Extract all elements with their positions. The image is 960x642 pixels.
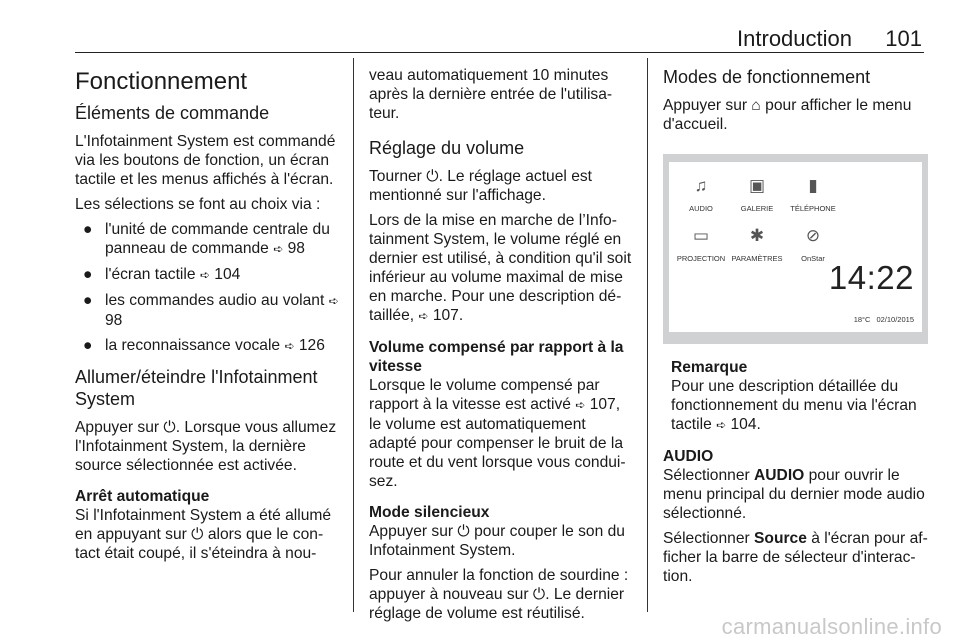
paragraph: Les sélections se font au choix via : [75, 196, 321, 213]
paragraph: veau automatiquement 10 minutes après la dernière entrée de l'utilisateur. [369, 67, 613, 122]
remark-box [671, 358, 928, 435]
paragraph: Appuyer sur ⏻. Lorsque vous allumez l'Infotainment System, la dernière source sélectionnée est activée. [75, 419, 337, 474]
page-ref[interactable]: 104. [730, 416, 761, 433]
page-ref[interactable]: 98 [287, 240, 305, 257]
list-item: ● les commandes audio au volant ➪ 98 [83, 292, 339, 329]
app-audio[interactable]: ♫ AUDIO [689, 176, 713, 213]
page-ref[interactable]: 104 [214, 266, 241, 283]
temperature: 18°C [853, 315, 871, 324]
date: 02/10/2015 [876, 315, 914, 324]
app-gallery[interactable]: ▣ GALERIE [740, 176, 774, 213]
paragraph: Lorsque le volume compensé par rapport à la vitesse est activé ➪ 107, le volume est automatiquement adapté pour compenser le bruit de la route et du vent lorsque vous conduisez. [369, 377, 626, 490]
app-settings[interactable]: ✱ PARAMÈTRES [731, 226, 783, 263]
heading-auto-off: Arrêt automatique [75, 488, 210, 505]
heading-fonctionnement: Fonctionnement [75, 68, 248, 95]
column-1 [75, 62, 340, 569]
heading-on-off: Allumer/éteindre l'Infotainment System [75, 367, 318, 409]
app-onstar[interactable]: ⊘ OnStar [801, 226, 825, 263]
bullet-icon: ● [83, 337, 93, 354]
paragraph: Appuyer sur ⏻ pour couper le son du Infotainment System. [369, 523, 625, 559]
bullet-icon: ● [83, 266, 93, 283]
paragraph: Si l'Infotainment System a été allumé en appuyant sur ⏻ alors que le contact était coupé, il s'éteindra à nou- [75, 507, 332, 562]
list-item: ● la reconnaissance vocale ➪ 126 [83, 337, 325, 354]
power-icon: ⏻ [426, 168, 439, 185]
section-title: Introduction [737, 26, 852, 51]
list-item: ● l'unité de commande centrale du panneau de commande ➪ 98 [83, 221, 330, 257]
phone-icon: ▮ [808, 176, 818, 195]
list-item: ● l'écran tactile ➪ 104 [83, 266, 241, 283]
bullet-icon: ● [83, 221, 93, 238]
selection-list [75, 220, 340, 356]
clock-time: 14:22 [828, 259, 914, 296]
heading-controls: Éléments de commande [75, 103, 270, 123]
column-divider [647, 58, 648, 612]
remark-text: Pour une description détaillée du fonctionnement du menu via l'écran tactile ➪ 104. [671, 378, 917, 433]
column-divider [353, 58, 354, 612]
bullet-icon: ● [83, 292, 93, 309]
onstar-icon: ⊘ [805, 226, 821, 245]
audio-label: AUDIO [754, 467, 805, 484]
heading-volume: Réglage du volume [369, 138, 525, 158]
paragraph: Lors de la mise en marche de l’Infotainment System, le volume réglé en dernier est utilisé, à condition qu'il soit inférieur au volume maximal de mise en marche. Pour une description détaillée, ➪ 107. [369, 212, 632, 324]
page-ref-arrow-icon: ➪ [328, 294, 339, 308]
heading-mute: Mode silencieux [369, 504, 490, 521]
page-ref[interactable]: 107. [432, 307, 464, 324]
paragraph: Pour annuler la fonction de sourdine : appuyer à nouveau sur ⏻. Le dernier réglage de volume est réutilisé. [369, 567, 629, 622]
page-ref-arrow-icon: ➪ [199, 268, 210, 282]
page-ref[interactable]: 126 [298, 337, 325, 354]
column-2 [369, 66, 634, 629]
paragraph: L'Infotainment System est commandé via les boutons de fonction, un écran tactile et les menus affichés à l'écran. [75, 133, 336, 188]
page-ref[interactable]: 107, [589, 396, 621, 413]
page-ref-arrow-icon: ➪ [716, 418, 727, 432]
heading-modes: Modes de fonctionnement [663, 67, 871, 87]
home-icon: ⌂ [751, 97, 761, 114]
page-ref[interactable]: 98 [105, 312, 123, 329]
page-number: 101 [885, 26, 922, 51]
settings-icon: ✱ [749, 226, 765, 245]
page-ref-arrow-icon: ➪ [418, 309, 429, 323]
remark-title: Remarque [671, 359, 748, 376]
page-ref-arrow-icon: ➪ [284, 339, 295, 353]
home-screen-illustration [663, 154, 928, 344]
page-ref-arrow-icon: ➪ [575, 398, 586, 412]
header-rule [75, 52, 924, 53]
projection-icon: ▭ [692, 226, 710, 245]
power-icon: ⏻ [457, 523, 470, 540]
paragraph: Sélectionner AUDIO pour ouvrir le menu principal du dernier mode audio sélectionné. [663, 467, 925, 522]
heading-audio: AUDIO [663, 448, 714, 465]
temperature-date [848, 310, 914, 329]
app-projection[interactable]: ▭ PROJECTION [676, 226, 726, 263]
paragraph: Appuyer sur ⌂ pour afficher le menu d'accueil. [663, 97, 912, 133]
page-ref-arrow-icon: ➪ [273, 242, 284, 256]
paragraph: Sélectionner Source à l'écran pour afficher la barre de sélecteur d'interaction. [663, 530, 928, 585]
home-screen [669, 162, 922, 332]
app-phone[interactable]: ▮ TÉLÉPHONE [790, 176, 836, 213]
music-note-icon: ♫ [694, 176, 708, 195]
page-header [75, 24, 924, 54]
heading-speed-volume: Volume compensé par rapport à la vitesse [369, 339, 624, 375]
source-label: Source [754, 530, 807, 547]
gallery-icon: ▣ [748, 176, 766, 195]
power-icon: ⏻ [163, 419, 176, 436]
paragraph: Tourner ⏻. Le réglage actuel est mentionné sur l'affichage. [369, 168, 593, 204]
power-icon: ⏻ [532, 586, 546, 603]
watermark: carmanualsonline.info [721, 614, 942, 639]
column-3 [663, 66, 928, 592]
power-icon: ⏻ [191, 526, 204, 543]
